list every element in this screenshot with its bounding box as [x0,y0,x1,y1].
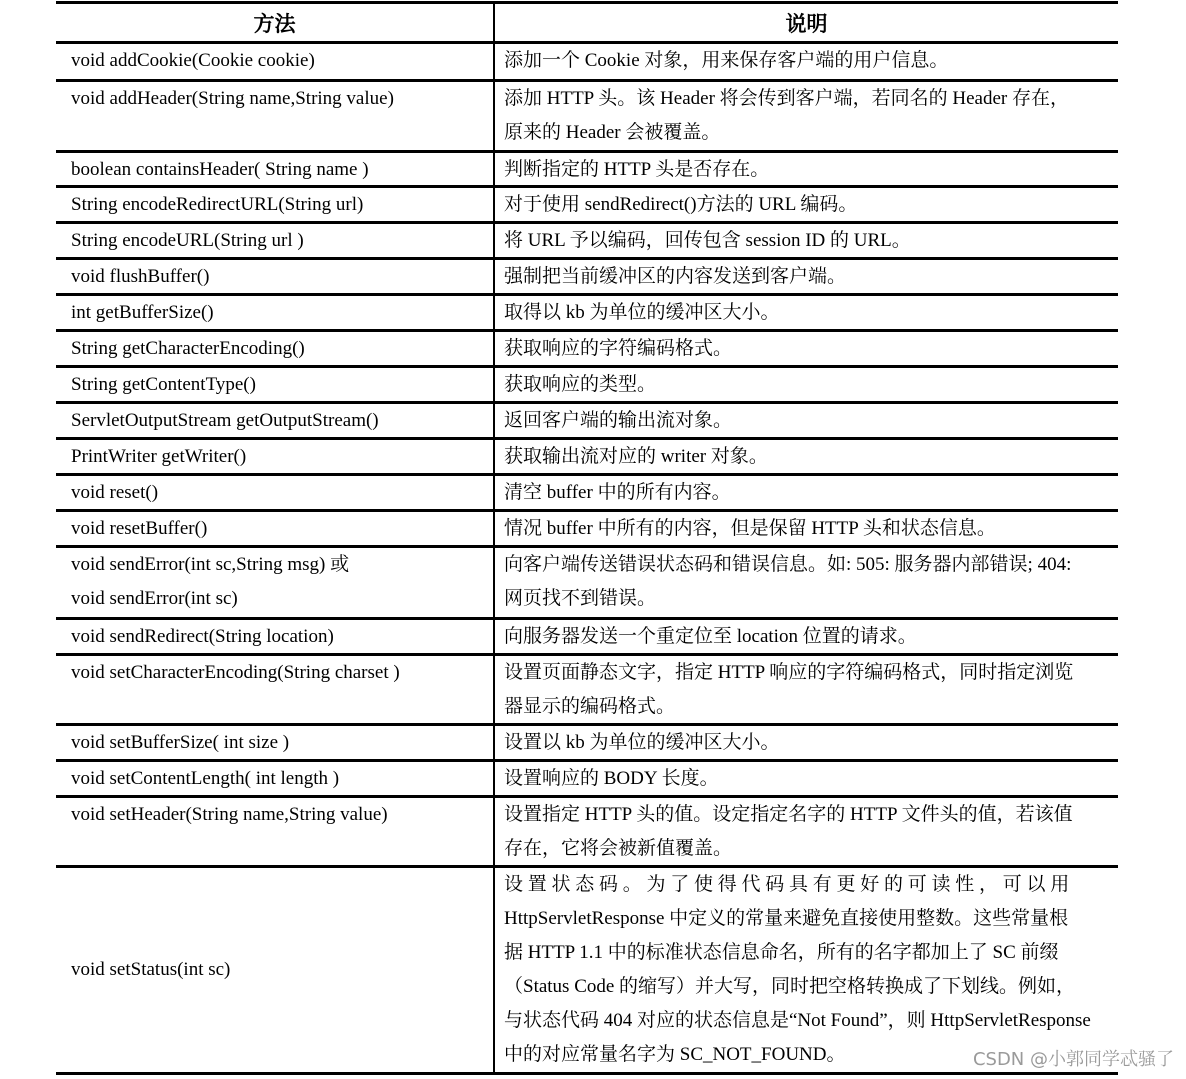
method-text [71,620,493,654]
method-line: void reset() [71,482,159,503]
method-text [71,656,493,690]
description-line: 设置页面静态文字，指定 HTTP 响应的字符编码格式，同时指定浏览 [504,662,1074,683]
method-line: String getCharacterEncoding() [71,338,305,359]
method-line: String encodeURL(String url ) [71,230,304,251]
method-line: void sendRedirect(String location) [71,626,334,647]
method-line: String encodeRedirectURL(String url) [71,194,364,215]
description-cell [495,404,1118,437]
method-text [71,82,493,116]
description-cell [495,656,1118,723]
table-row [56,726,1118,762]
method-line: void setCharacterEncoding(String charset ) [71,662,400,683]
table-row [56,82,1118,153]
description-cell [495,296,1118,329]
method-text [71,404,493,438]
method-cell [56,726,495,759]
description-cell [495,44,1118,79]
description-cell [495,82,1118,150]
method-cell [56,296,495,329]
method-line: boolean containsHeader( String name ) [71,159,369,180]
method-line: void sendError(int sc) [71,588,238,609]
method-line: void sendError(int sc,String msg) 或 [71,554,350,575]
description-cell [495,798,1118,865]
method-line: void resetBuffer() [71,518,208,539]
description-line: 取得以 kb 为单位的缓冲区大小。 [504,302,780,323]
method-cell [56,548,495,617]
method-line: String getContentType() [71,374,256,395]
table-row [56,260,1118,296]
method-cell [56,868,495,1072]
method-cell [56,476,495,509]
description-line: 获取响应的字符编码格式。 [504,338,733,359]
method-cell [56,332,495,365]
method-text [71,476,493,510]
table-row [56,332,1118,368]
method-cell [56,368,495,401]
table-row [56,153,1118,188]
method-text [71,332,493,366]
table-body [56,44,1118,1075]
description-line: 强制把当前缓冲区的内容发送到客户端。 [504,266,847,287]
description-line: HttpServletResponse 中定义的常量来避免直接使用整数。这些常量根 [504,908,1069,929]
description-cell [495,762,1118,795]
method-text [71,512,493,546]
method-text [71,296,493,330]
description-line: 中的对应常量名字为 SC_NOT_FOUND。 [504,1044,846,1065]
description-line: 情况 buffer 中所有的内容，但是保留 HTTP 头和状态信息。 [504,518,996,539]
method-cell [56,656,495,723]
description-line: （Status Code 的缩写）并大写，同时把空格转换成了下划线。例如， [504,976,1076,997]
method-text [71,153,493,187]
table-row [56,44,1118,82]
description-line: 对于使用 sendRedirect()方法的 URL 编码。 [504,194,858,215]
method-text [71,224,493,258]
method-line: void setBufferSize( int size ) [71,732,290,753]
description-line: 设 置 状 态 码 。 为 了 使 得 代 码 具 有 更 好 的 可 读 性 ， 可 以 用 [504,874,1070,895]
method-cell [56,188,495,221]
description-cell [495,476,1118,509]
table-row [56,762,1118,798]
table-row [56,512,1118,548]
method-line: void addHeader(String name,String value) [71,88,394,109]
method-text [71,762,493,796]
method-cell [56,153,495,185]
description-line: 设置指定 HTTP 头的值。设定指定名字的 HTTP 文件头的值，若该值 [504,804,1073,825]
method-cell [56,620,495,653]
description-line: 向服务器发送一个重定位至 location 位置的请求。 [504,626,917,647]
method-text [71,798,493,832]
table-row [56,368,1118,404]
method-cell [56,762,495,795]
header-method: 方法 [56,4,495,41]
description-cell [495,188,1118,221]
method-text [71,44,493,78]
table-header-row [56,1,1118,44]
method-cell [56,260,495,293]
description-cell [495,368,1118,401]
description-line: 返回客户端的输出流对象。 [504,410,733,431]
description-cell [495,153,1118,185]
table-row [56,188,1118,224]
description-line: 原来的 Header 会被覆盖。 [504,122,721,143]
table-row [56,620,1118,656]
description-line: 据 HTTP 1.1 中的标准状态信息命名，所有的名字都加上了 SC 前缀 [504,942,1059,963]
description-line: 将 URL 予以编码，回传包含 session ID 的 URL。 [504,230,911,251]
method-text [71,440,493,474]
description-cell [495,440,1118,473]
description-line: 向客户端传送错误状态码和错误信息。如: 505: 服务器内部错误; 404: [504,554,1072,575]
method-text [71,188,493,222]
description-line: 清空 buffer 中的所有内容。 [504,482,731,503]
table-row [56,440,1118,476]
table-row [56,404,1118,440]
description-cell [495,332,1118,365]
description-line: 存在，它将会被新值覆盖。 [504,838,733,859]
method-cell [56,82,495,150]
method-text [71,368,493,402]
method-text [71,260,493,294]
method-text [71,726,493,760]
description-cell [495,620,1118,653]
table-row [56,224,1118,260]
method-line: void setHeader(String name,String value) [71,804,388,825]
method-line: ServletOutputStream getOutputStream() [71,410,379,431]
table-row [56,476,1118,512]
header-description: 说明 [785,12,828,36]
description-line: 添加一个 Cookie 对象，用来保存客户端的用户信息。 [504,50,949,71]
description-cell [495,868,1118,1072]
method-line: PrintWriter getWriter() [71,446,247,467]
description-line: 获取响应的类型。 [504,374,657,395]
method-line: void flushBuffer() [71,266,210,287]
table-row [56,296,1118,332]
description-line: 器显示的编码格式。 [504,696,676,717]
description-line: 获取输出流对应的 writer 对象。 [504,446,768,467]
description-line: 网页找不到错误。 [504,588,657,609]
description-line: 判断指定的 HTTP 头是否存在。 [504,159,770,180]
description-cell [495,224,1118,257]
method-line: void setContentLength( int length ) [71,768,340,789]
method-cell [56,440,495,473]
method-cell [56,404,495,437]
method-text [71,548,493,616]
description-cell [495,260,1118,293]
description-line: 与状态代码 404 对应的状态信息是“Not Found”，则 HttpServletResponse [504,1010,1091,1031]
table-row [56,868,1118,1075]
method-line: int getBufferSize() [71,302,214,323]
method-line: void setStatus(int sc) [71,959,231,980]
description-line: 添加 HTTP 头。该 Header 将会传到客户端，若同名的 Header 存在， [504,88,1069,109]
description-line: 设置以 kb 为单位的缓冲区大小。 [504,732,780,753]
method-line: void addCookie(Cookie cookie) [71,50,315,71]
method-text [71,953,230,987]
table-row [56,798,1118,868]
csdn-watermark: CSDN @小郭同学忒骚了 [972,1049,1174,1070]
table-row [56,656,1118,726]
description-line: 设置响应的 BODY 长度。 [504,768,719,789]
description-cell [495,726,1118,759]
method-cell [56,798,495,865]
method-table [56,1,1118,1075]
table-row [56,548,1118,620]
description-cell [495,548,1118,617]
method-cell [56,224,495,257]
description-cell [495,512,1118,545]
method-cell [56,512,495,545]
method-cell [56,44,495,79]
